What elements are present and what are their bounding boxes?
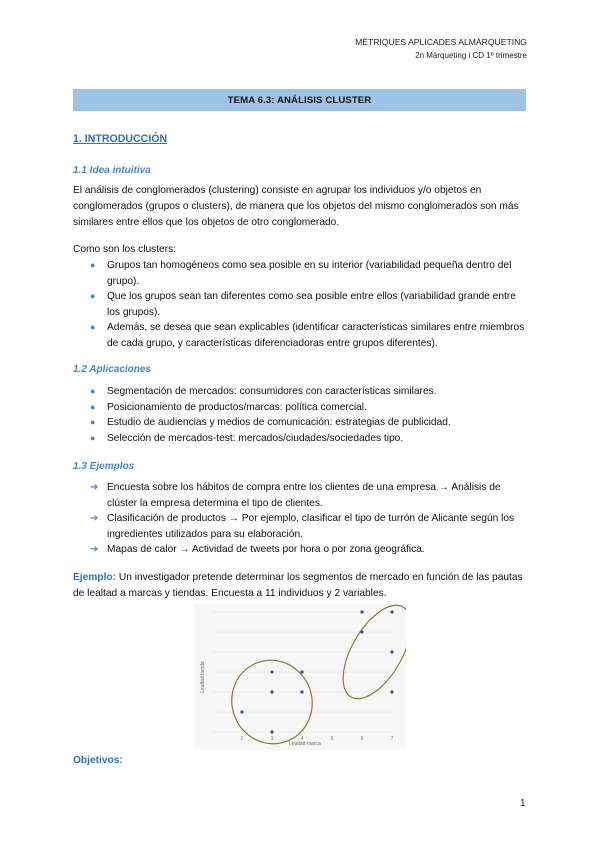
x-tick-label: 4 — [300, 736, 304, 742]
arrow-right-icon: ➔ — [90, 513, 99, 525]
x-tick-label: 3 — [270, 736, 274, 742]
bullet-icon: ● — [90, 291, 96, 302]
list-item: ● Que los grupos sean tan diferentes como sea posible entre ellos (variabilidad grande entre los grupos). — [90, 291, 516, 318]
header-term: 2n Màrqueting i CD 1º trimestre — [415, 51, 527, 60]
data-point — [390, 650, 393, 653]
list-item: ➔ Encuesta sobre los hábitos de compra entre los clientes de una empresa → Análisis de clúster la empresa determina el tipo de clientes. — [90, 482, 501, 509]
data-point — [270, 690, 273, 693]
subheading-ejemplos: 1.3 Ejemplos — [73, 461, 135, 472]
bullet-icon: ● — [90, 417, 96, 428]
data-point — [300, 670, 303, 673]
list-item: ● Posicionamiento de productos/marcas: política comercial. — [90, 400, 530, 416]
data-point — [300, 690, 303, 693]
bullet-icon: ● — [90, 386, 96, 396]
clusters-intro: Como son los clusters: — [73, 244, 177, 255]
x-tick-label: 5 — [330, 736, 334, 742]
data-point — [360, 610, 363, 613]
paragraph-definition: El análisis de conglomerados (clustering) consiste en agrupar los individuos y/o objetos en conglomerados (grupos o clusters), de manera que los objetos del mismo conglomerados son más similares entre ellos que los objetos de otro conglomerado. — [73, 185, 519, 228]
bullet-icon: ● — [90, 322, 96, 333]
header-course: MÈTRIQUES APLICADES ALMÀRQUETING — [355, 37, 527, 47]
data-point — [390, 690, 393, 693]
cluster-outline — [220, 649, 324, 750]
applications-list — [90, 384, 530, 446]
arrow-right-icon: ➔ — [90, 544, 99, 556]
cluster-properties-list — [90, 258, 530, 352]
scatter-chart — [194, 604, 406, 750]
example-label: Ejemplo: — [73, 572, 117, 583]
list-item: ● Además, se desea que sean explicables (identificar características similares entre miembros de cada grupo, y características diferenciadoras entre grupos diferentes). — [90, 322, 525, 349]
data-point — [270, 670, 273, 673]
list-item: ➔ Clasificación de productos → Por ejemplo, clasificar el tipo de turrón de Alicante según los ingredientes utilizados para su elaboración. — [90, 513, 515, 540]
subheading-idea-intuitiva: 1.1 Idea intuitiva — [73, 165, 151, 176]
x-axis-label: Lealtad marca — [289, 741, 321, 747]
bullet-icon: ● — [90, 260, 96, 270]
arrow-right-icon: ➔ — [90, 482, 99, 493]
data-point — [240, 710, 243, 713]
example-paragraph — [73, 570, 529, 602]
list-item: ➔ Mapas de calor → Actividad de tweets por hora o por zona geográfica. — [90, 542, 530, 558]
cluster-outlines — [220, 604, 406, 750]
list-item: ● Estudio de audiencias y medios de comunicación: estrategias de publicidad. — [90, 415, 530, 431]
example-text: Un investigador pretende determinar los segmentos de mercado en función de las pautas de lealtad a marcas y tiendas. Encuesta a 11 individuos y 2 variables. — [73, 572, 523, 599]
list-item: ● Segmentación de mercados: consumidores con características similares. — [90, 384, 530, 400]
page-title: TEMA 6.3: ANÁLISIS CLUSTER — [227, 94, 372, 106]
x-tick-label: 2 — [240, 736, 244, 742]
section-heading-introduccion: 1. INTRODUCCIÓN — [73, 133, 168, 145]
scatter-chart-svg — [194, 604, 406, 750]
subheading-aplicaciones: 1.2 Aplicaciones — [73, 364, 151, 375]
objetivos-heading: Objetivos: — [73, 755, 123, 766]
list-item: ● Selección de mercados-test: mercados/ciudades/sociedades tipo. — [90, 431, 530, 447]
x-tick-label: 6 — [360, 736, 364, 742]
bullet-icon: ● — [90, 432, 96, 443]
data-point — [270, 730, 273, 733]
data-point — [360, 630, 363, 633]
cluster-outline — [329, 604, 406, 710]
data-point — [390, 610, 393, 613]
page-number: 1 — [520, 798, 526, 809]
y-axis-label: Lealtad tienda — [200, 661, 206, 693]
x-tick-label: 7 — [390, 736, 394, 742]
bullet-icon: ● — [90, 401, 96, 412]
list-item: ● Grupos tan homogéneos como sea posible en su interior (variabilidad pequeña dentro del grupo). — [90, 260, 512, 287]
title-banner — [73, 89, 526, 111]
examples-list — [90, 480, 530, 558]
